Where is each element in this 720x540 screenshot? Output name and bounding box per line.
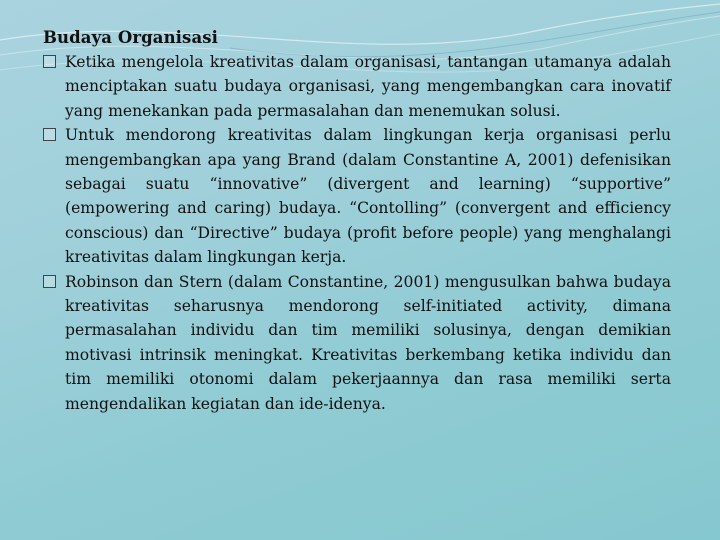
bullet-text: Untuk mendorong kreativitas dalam lingkungan kerja organisasi perlu mengembangkan apa yang Brand (dalam Constantine A, 2001) defenisikan sebagai suatu “innovative” (divergent and learning) “supportive” (empowering and caring) budaya. “Contolling” (convergent and efficiency conscious) dan “Directive” budaya (profit before people) yang menghalangi kreativitas dalam lingkungan kerja.: [65, 126, 671, 267]
bullet-list: [43, 50, 671, 416]
bullet-text: Robinson dan Stern (dalam Constantine, 2001) mengusulkan bahwa budaya kreativitas seharusnya mendorong self-initiated activity, dimana permasalahan individu dan tim memiliki solusinya, dengan demikian motivasi intrinsik meningkat. Kreativitas berkembang ketika individu dan tim memiliki otonomi dalam pekerjaannya dan rasa memiliki serta mengendalikan kegiatan dan ide-idenya.: [65, 272, 671, 413]
bullet-box-icon: [43, 275, 56, 288]
bullet-text: Ketika mengelola kreativitas dalam organisasi, tantangan utamanya adalah menciptakan suatu budaya organisasi, yang mengembangkan cara inovatif yang menekankan pada permasalahan dan menemukan solusi.: [65, 53, 671, 120]
slide-title: Budaya Organisasi: [43, 28, 218, 47]
bullet-item: [43, 123, 671, 269]
bullet-box-icon: [43, 55, 56, 68]
bullet-item: [43, 50, 671, 123]
bullet-box-icon: [43, 128, 56, 141]
slide-content: [43, 26, 671, 416]
bullet-item: [43, 270, 671, 416]
